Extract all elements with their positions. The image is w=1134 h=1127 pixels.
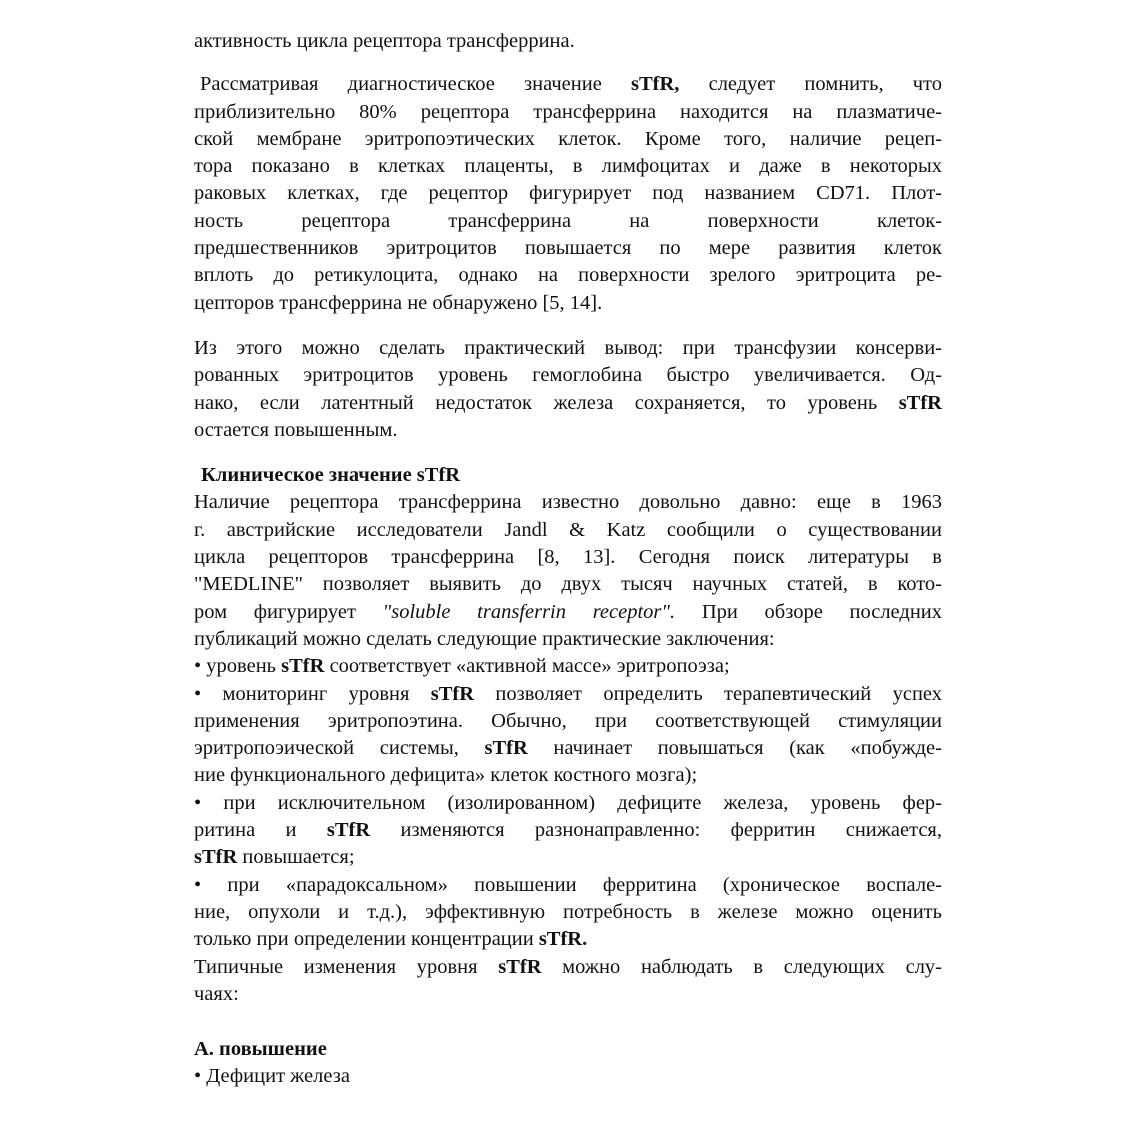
text-line: предшественников эритроцитов повышается по мере развития клеток — [194, 237, 942, 260]
text-run: ритина и — [194, 819, 327, 842]
section-heading: Клиническое значение sTfR — [201, 464, 461, 487]
stfr-term: sTfR. — [538, 928, 588, 951]
text-line: ской мембране эритропоэтических клеток. Кроме того, наличие рецеп- — [194, 127, 942, 150]
text-line: вплоть до ретикулоцита, однако на поверхности зрелого эритроцита ре- — [194, 264, 942, 287]
text-run: можно наблюдать в следующих слу- — [541, 955, 943, 978]
italic-term: "soluble transferrin receptor". — [382, 600, 676, 623]
document-page — [194, 28, 942, 1091]
text-run: начинает повышаться (как «побужде- — [527, 737, 942, 760]
text-line: ность рецептора трансферрина на поверхности клеток- — [194, 209, 942, 232]
text-line — [194, 817, 942, 844]
text-line: применения эритропоэтина. Обычно, при соответствующей стимуляции — [194, 709, 942, 732]
text-line — [194, 599, 942, 626]
text-run: эритропоэической системы, — [194, 737, 485, 760]
text-line: цикла рецепторов трансферрина [8, 13]. Сегодня поиск литературы в — [194, 546, 942, 569]
text-line — [194, 844, 942, 871]
bullet-item — [194, 681, 942, 708]
text-line: ние функционального дефицита» клеток костного мозга); — [194, 764, 698, 787]
text-line: ние, опухоли и т.д.), эффективную потребность в железе можно оценить — [194, 900, 942, 923]
text-run: соответствует «активной массе» эритропоэза; — [324, 655, 730, 678]
text-run: Рассматривая диагностическое значение — [200, 73, 631, 96]
text-line: "MEDLINE" позволяет выявить до двух тысяч научных статей, в кото- — [194, 573, 942, 596]
stfr-term: sTfR — [898, 391, 942, 414]
stfr-term: sTfR — [194, 846, 238, 869]
text-line: Из этого можно сделать практический вывод: при трансфузии консерви- — [194, 336, 942, 359]
paragraph-practical-conclusion — [194, 335, 942, 444]
paragraph-diagnostic-value — [194, 71, 942, 317]
text-line: активность цикла рецептора трансферрина. — [194, 30, 575, 52]
paragraph-continuation — [194, 28, 942, 55]
bullet-item — [194, 653, 942, 680]
section-clinical-significance — [194, 462, 942, 1008]
subsection-heading: А. повышение — [194, 1038, 327, 1061]
text-line: раковых клетках, где рецептор фигурирует под названием CD71. Плот- — [194, 182, 942, 205]
text-line — [194, 735, 942, 762]
text-line — [194, 954, 942, 981]
text-run: изменяются разнонаправленно: ферритин снижается, — [370, 819, 942, 842]
text-run: повышается; — [237, 846, 355, 869]
text-line: публикаций можно сделать следующие практические заключения: — [194, 627, 775, 650]
text-line: тора показано в клетках плаценты, в лимфоцитах и даже в некоторых — [194, 155, 942, 178]
text-run: нако, если латентный недостаток железа сохраняется, то уровень — [194, 391, 899, 414]
text-line — [194, 926, 942, 953]
stfr-term: sTfR, — [631, 73, 680, 96]
text-line: Наличие рецептора трансферрина известно довольно давно: еще в 1963 — [194, 491, 942, 514]
text-line: чаях: — [194, 982, 239, 1005]
text-line: рованных эритроцитов уровень гемоглобина быстро увеличивается. Од- — [194, 364, 942, 387]
text-run: • уровень — [194, 655, 282, 678]
text-line: цепторов трансферрина не обнаружено [5, 14]. — [194, 291, 603, 314]
text-run: ром фигурирует — [194, 600, 383, 623]
bullet-item: • при исключительном (изолированном) дефиците железа, уровень фер- — [194, 791, 942, 814]
stfr-term: sTfR — [430, 682, 475, 705]
subsection-increase — [194, 1036, 942, 1091]
text-run: позволяет определить терапевтический успех — [474, 682, 943, 705]
text-run: Типичные изменения уровня — [194, 955, 499, 978]
text-line: приблизительно 80% рецептора трансферрина находится на плазматиче- — [194, 100, 942, 123]
stfr-term: sTfR — [484, 737, 528, 760]
stfr-term: sTfR — [326, 819, 371, 842]
bullet-item: • при «парадоксальном» повышении ферритина (хроническое воспале- — [194, 873, 942, 896]
text-line: остается повышенным. — [194, 418, 398, 441]
text-run: • мониторинг уровня — [194, 682, 431, 705]
text-run: При обзоре последних — [675, 600, 943, 623]
text-line — [194, 390, 942, 417]
text-run: следует помнить, что — [679, 73, 942, 96]
text-line — [194, 71, 942, 98]
text-line: г. австрийские исследователи Jandl & Katz сообщили о существовании — [194, 518, 942, 541]
text-run: только при определении концентрации — [194, 928, 539, 951]
stfr-term: sTfR — [498, 955, 542, 978]
stfr-term: sTfR — [281, 655, 325, 678]
list-item: • Дефицит железа — [194, 1065, 350, 1088]
